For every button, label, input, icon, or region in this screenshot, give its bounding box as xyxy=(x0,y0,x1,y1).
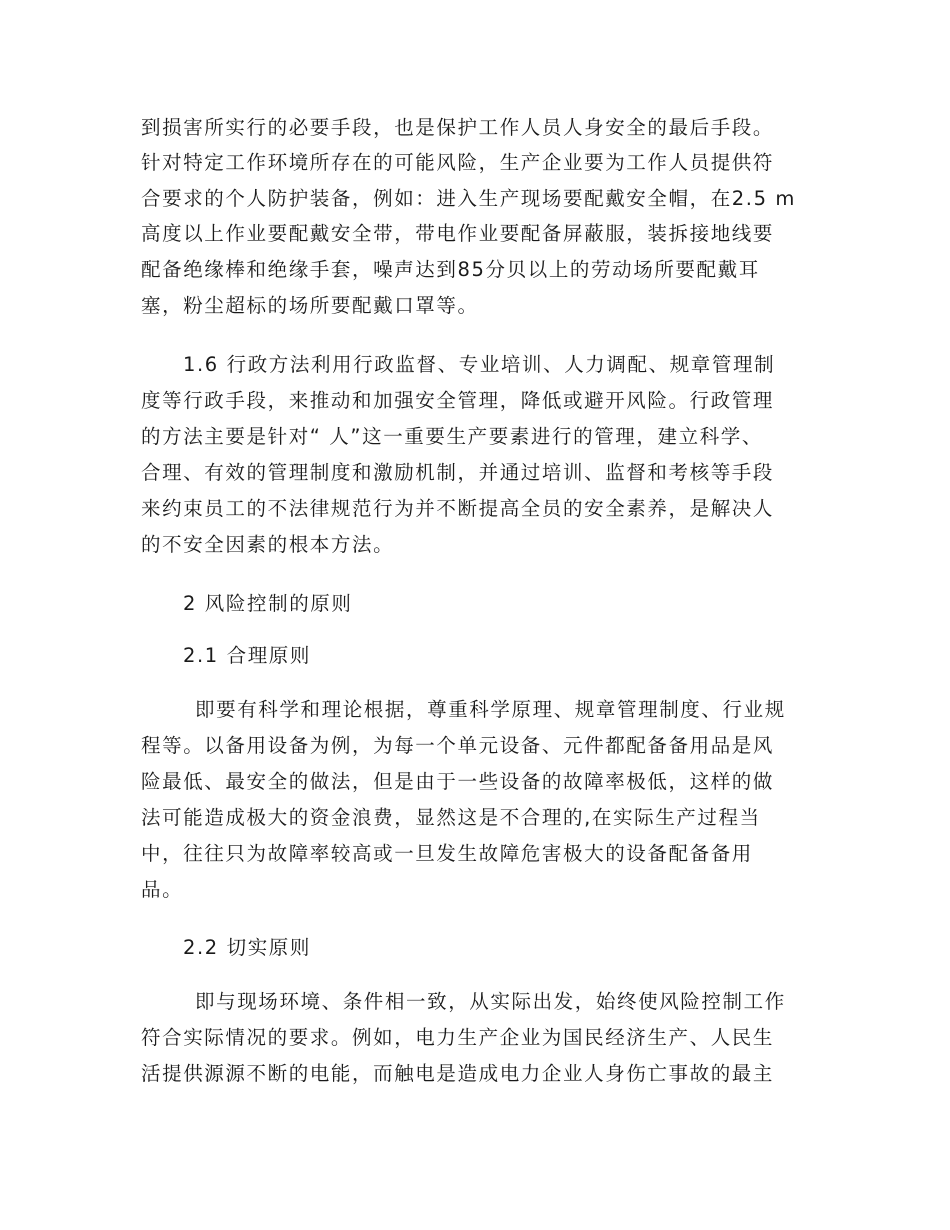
subsection-heading: 2.2 切实原则 xyxy=(183,936,312,959)
text-line: 品。 xyxy=(141,878,184,901)
text-line: 来约束员工的不法律规范行为并不断提高全员的安全素养，是解决人 xyxy=(141,497,775,520)
text-line: 高度以上作业要配戴安全带，带电作业要配备屏蔽服，装拆接地线要 xyxy=(141,222,775,245)
text-line: 塞，粉尘超标的场所要配戴口罩等。 xyxy=(141,294,479,317)
text-line: 配备绝缘棒和绝缘手套，噪声达到85分贝以上的劳动场所要配戴耳 xyxy=(141,258,760,281)
text-line: 符合实际情况的要求。例如，电力生产企业为国民经济生产、人民生 xyxy=(141,1026,775,1049)
text-line: 合理、有效的管理制度和激励机制，并通过培训、监督和考核等手段 xyxy=(141,461,775,484)
text-line: 1.6 行政方法利用行政监督、专业培训、人力调配、规章管理制 xyxy=(183,353,776,376)
text-line: 法可能造成极大的资金浪费，显然这是不合理的,在实际生产过程当 xyxy=(141,806,761,829)
text-line: 的方法主要是针对“ 人”这一重要生产要素进行的管理，建立科学、 xyxy=(141,425,764,448)
text-line: 即要有科学和理论根据，尊重科学原理、规章管理制度、行业规 xyxy=(195,698,786,721)
section-heading: 2 风险控制的原则 xyxy=(183,592,353,615)
text-line: 的不安全因素的根本方法。 xyxy=(141,533,395,556)
text-line: 中，往往只为故障率较高或一旦发生故障危害极大的设备配备备用 xyxy=(141,842,753,865)
text-line: 合要求的个人防护装备，例如：进入生产现场要配戴安全帽，在2.5 m xyxy=(141,187,797,210)
text-line: 险最低、最安全的做法，但是由于一些设备的故障率极低，这样的做 xyxy=(141,770,775,793)
text-line: 程等。以备用设备为例，为每一个单元设备、元件都配备备用品是风 xyxy=(141,734,775,757)
text-line: 到损害所实行的必要手段，也是保护工作人员人身安全的最后手段。 xyxy=(141,116,775,139)
subsection-heading: 2.1 合理原则 xyxy=(183,644,312,667)
text-line: 活提供源源不断的电能，而触电是造成电力企业人身伤亡事故的最主 xyxy=(141,1062,775,1085)
text-line: 即与现场环境、条件相一致，从实际出发，始终使风险控制工作 xyxy=(195,990,786,1013)
text-line: 度等行政手段，来推动和加强安全管理，降低或避开风险。行政管理 xyxy=(141,389,775,412)
text-line: 针对特定工作环境所存在的可能风险，生产企业要为工作人员提供符 xyxy=(141,151,775,174)
